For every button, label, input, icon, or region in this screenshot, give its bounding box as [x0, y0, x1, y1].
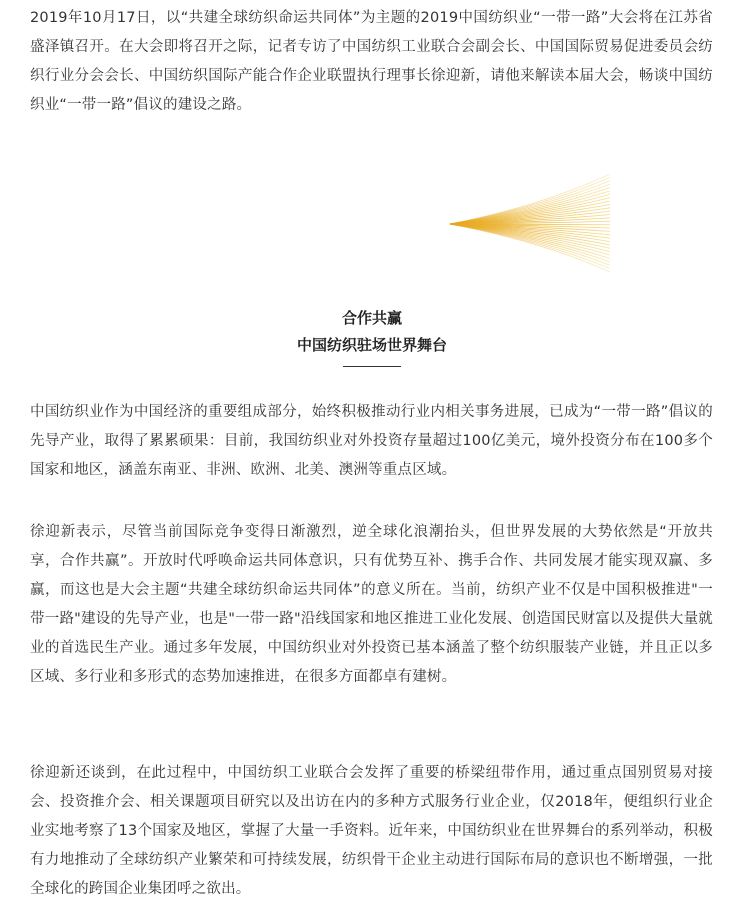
- body-paragraph: 中国纺织业作为中国经济的重要组成部分，始终积极推动行业内相关事务进展，已成为“一带一路”倡议的先导产业，取得了累累硕果：目前，我国纺织业对外投资存量超过100亿美元，境外投资分布在100多个国家和地区，涵盖东南亚、非洲、欧洲、北美、澳洲等重点区域。: [30, 404, 713, 478]
- intro-paragraph: 2019年10月17日，以“共建全球纺织命运共同体”为主题的2019中国纺织业“一带一路”大会将在江苏省盛泽镇召开。在大会即将召开之际，记者专访了中国纺织工业联合会副会长、中国国际贸易促进委员会纺织行业分会会长、中国纺织国际产能合作企业联盟执行理事长徐迎新，请他来解读本届大会，畅谈中国纺织业“一带一路”倡议的建设之路。: [30, 10, 713, 113]
- banner-fan-lines: [450, 174, 610, 272]
- gold-fan-banner: [30, 172, 670, 282]
- section-title: 合作共赢: [341, 309, 402, 327]
- body-paragraph: 徐迎新还谈到，在此过程中，中国纺织工业联合会发挥了重要的桥梁纽带作用，通过重点国别贸易对接会、投资推介会、相关课题项目研究以及出访在内的多种方式服务行业企业，仅2018年，便组织行业企业实地考察了13个国家及地区，掌握了大量一手资料。近年来，中国纺织业在世界舞台的系列举动，积极有力地推动了全球纺织产业繁荣和可持续发展，纺织骨干企业主动进行国际布局的意识也不断增强，一批全球化的跨国企业集团呼之欲出。: [30, 765, 713, 897]
- body-paragraph: 徐迎新表示，尽管当前国际竞争变得日渐激烈，逆全球化浪潮抬头，但世界发展的大势依然是“开放共享，合作共赢”。开放时代呼唤命运共同体意识，只有优势互补、携手合作、共同发展才能实现双赢、多赢，而这也是大会主题“共建全球纺织命运共同体”的意义所在。当前，纺织产业不仅是中国积极推进"一带一路"建设的先导产业，也是"一带一路"沿线国家和地区推进工业化发展、创造国民财富以及提供大量就业的首选民生产业。通过多年发展，中国纺织业对外投资已基本涵盖了整个纺织服装产业链，并且正以多区域、多行业和多形式的态势加速推进，在很多方面都卓有建树。: [30, 524, 713, 685]
- section-subtitle: 中国纺织驻场世界舞台: [296, 336, 447, 354]
- heading-divider: [343, 366, 401, 367]
